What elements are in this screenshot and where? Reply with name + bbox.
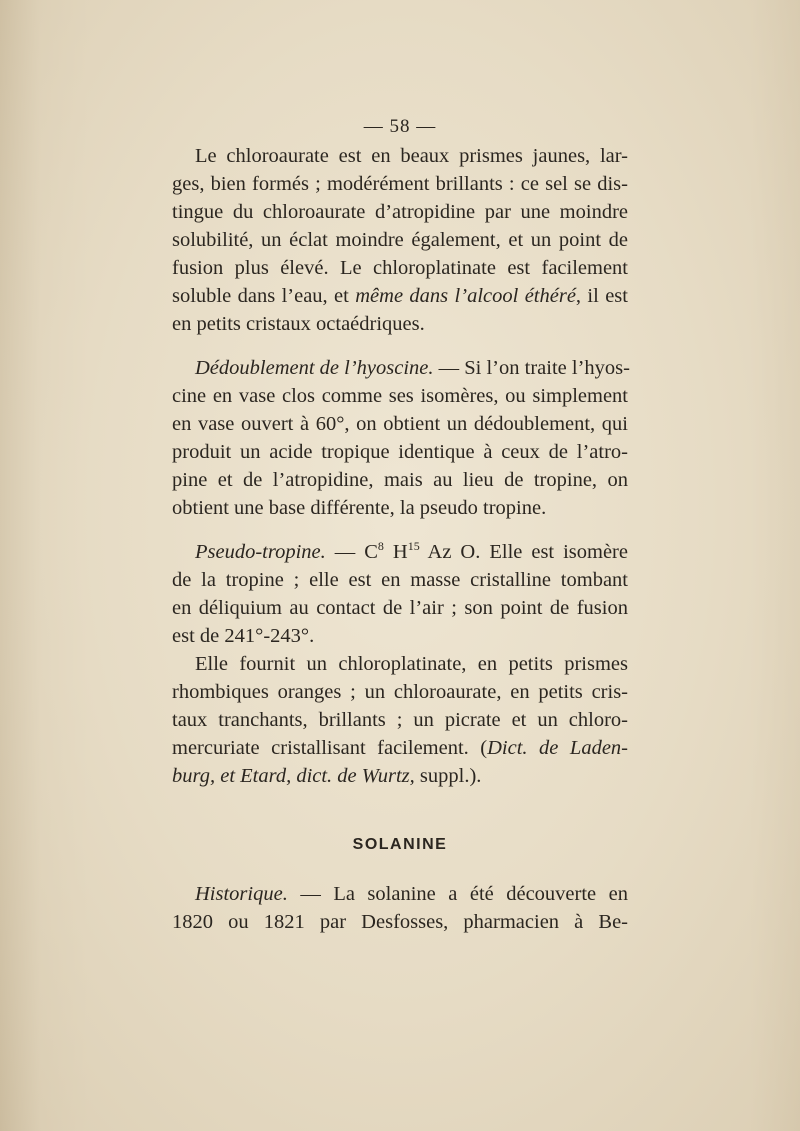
- text-line: [172, 762, 628, 790]
- text-line: [195, 880, 628, 908]
- text-line: en déliquium au contact de l’air ; son point de fusion: [172, 597, 628, 619]
- text-line: rhombiques oranges ; un chloroaurate, en petits cris-: [172, 681, 628, 703]
- italic-span: Dict. de Laden-: [487, 737, 628, 759]
- text-span: — La solanine a été découverte en: [287, 883, 628, 905]
- text-line: fusion plus élevé. Le chloroplatinate est facilement: [172, 257, 628, 279]
- text-line: [195, 354, 628, 382]
- page-number: — 58 —: [363, 116, 437, 137]
- superscript: 8: [377, 539, 384, 554]
- text-line: obtient une base différente, la pseudo tropine.: [172, 497, 547, 519]
- text-line: [195, 538, 628, 566]
- text-line: taux tranchants, brillants ; un picrate et un chloro-: [172, 709, 628, 731]
- text-line: 1820 ou 1821 par Desfosses, pharmacien à Be-: [172, 911, 628, 933]
- italic-span: même dans l’alcool éthéré: [355, 285, 576, 307]
- text-line: cine en vase clos comme ses isomères, ou simplement: [172, 385, 628, 407]
- text-line: est de 241°-243°.: [172, 625, 315, 647]
- text-line: solubilité, un éclat moindre également, et un point de: [172, 229, 628, 251]
- text-span: — Si l’on traite l’hyos-: [433, 357, 630, 379]
- text-line: Le chloroaurate est en beaux prismes jaunes, lar-: [195, 145, 628, 167]
- text-line: produit un acide tropique identique à ceux de l’atro-: [172, 441, 628, 463]
- text-line: ges, bien formés ; modérément brillants : ce sel se dis-: [172, 173, 628, 195]
- text-span: Az O. Elle est isomère: [419, 541, 628, 563]
- text-line: de la tropine ; elle est en masse cristalline tombant: [172, 569, 628, 591]
- text-span: — C: [325, 541, 378, 563]
- section-heading: SOLANINE: [352, 836, 448, 853]
- text-line: en vase ouvert à 60°, on obtient un dédoublement, qui: [172, 413, 628, 435]
- italic-span: Dédoublement de l’hyoscine.: [195, 357, 434, 379]
- text-line: Elle fournit un chloroplatinate, en petits prismes: [195, 653, 628, 675]
- text-span: , il est: [575, 285, 628, 307]
- text-span: H: [383, 541, 408, 563]
- text-line: tingue du chloroaurate d’atropidine par une moindre: [172, 201, 628, 223]
- text-line: pine et de l’atropidine, mais au lieu de tropine, on: [172, 469, 628, 491]
- text-span: suppl.).: [414, 765, 482, 787]
- italic-span: burg, et Etard, dict. de Wurtz,: [172, 765, 415, 787]
- text-span: soluble dans l’eau, et: [172, 285, 356, 307]
- italic-span: Pseudo-tropine.: [195, 541, 326, 563]
- text-span: mercuriate cristallisant facilement. (: [172, 737, 488, 759]
- text-line: [172, 734, 628, 762]
- italic-span: Historique.: [195, 883, 288, 905]
- text-line: en petits cristaux octaédriques.: [172, 313, 425, 335]
- text-line: [172, 282, 628, 310]
- superscript: 15: [407, 539, 420, 554]
